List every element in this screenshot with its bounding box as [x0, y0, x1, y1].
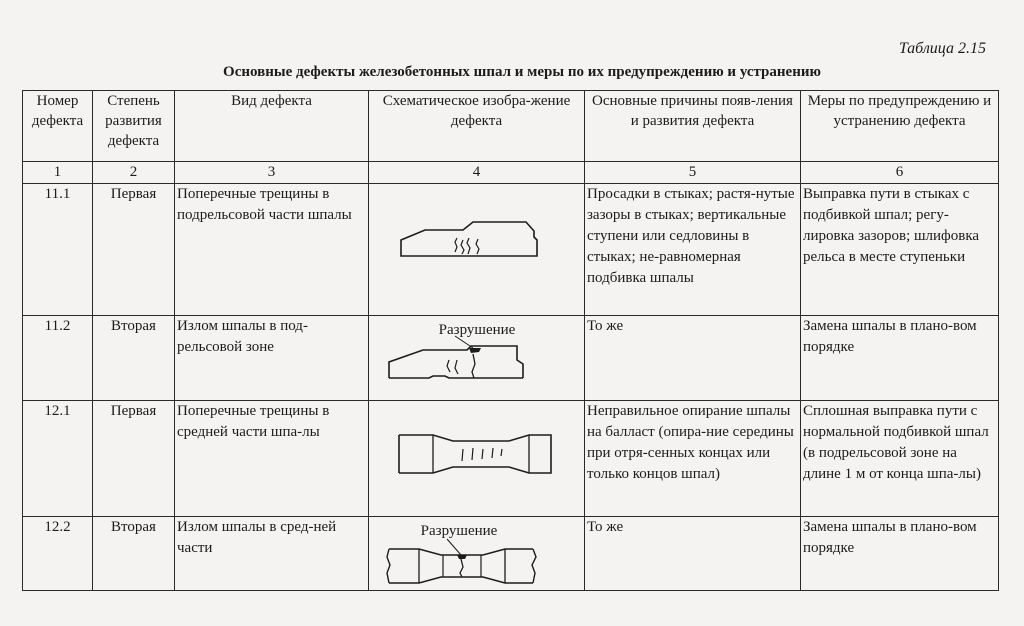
column-number: 6 [801, 162, 999, 184]
header-schematic: Схематическое изобра-жение дефекта [369, 91, 585, 162]
header-causes: Основные причины появ-ления и развития дефекта [585, 91, 801, 162]
defect-schematic [369, 184, 585, 316]
table-row [23, 517, 999, 591]
defect-number: 12.1 [23, 401, 93, 517]
table-caption: Основные дефекты железобетонных шпал и меры по их предупреждению и устранению [223, 64, 821, 80]
development-stage: Вторая [93, 517, 175, 591]
table-row [23, 316, 999, 401]
header-row [23, 91, 999, 162]
defect-number: 12.2 [23, 517, 93, 591]
defect-type: Поперечные трещины в средней части шпа-лы [175, 401, 369, 517]
header-development-stage: Степень развития дефекта [93, 91, 175, 162]
column-number: 5 [585, 162, 801, 184]
defect-schematic [369, 517, 585, 591]
sleeper-rail-seat-cracks-diagram [371, 184, 583, 315]
defect-number: 11.2 [23, 316, 93, 401]
defect-causes: То же [585, 517, 801, 591]
header-defect-type: Вид дефекта [175, 91, 369, 162]
defect-schematic [369, 401, 585, 517]
fracture-label: Разрушение [420, 523, 498, 539]
defect-measures: Сплошная выправка пути с нормальной подбивкой шпал (в подрельсовой зоне на длине 1 м от конца шпа-лы) [801, 401, 999, 517]
defect-measures: Выправка пути в стыках с подбивкой шпал; регу-лировка зазоров; шлифовка рельса в месте ступеньки [801, 184, 999, 316]
development-stage: Вторая [93, 316, 175, 401]
table-row [23, 184, 999, 316]
table-number-label: Таблица 2.15 [898, 40, 986, 57]
column-number: 4 [369, 162, 585, 184]
defect-measures: Замена шпалы в плано-вом порядке [801, 316, 999, 401]
defect-causes: Просадки в стыках; растя-нутые зазоры в стыках; вертикальные ступени или седловины в стыках; не-равномерная подбивка шпалы [585, 184, 801, 316]
defect-type: Поперечные трещины в подрельсовой части шпалы [175, 184, 369, 316]
column-number: 3 [175, 162, 369, 184]
defects-table [22, 90, 999, 591]
header-defect-number: Номер дефекта [23, 91, 93, 162]
sleeper-middle-fracture-diagram [371, 517, 583, 590]
sleeper-middle-cracks-diagram [371, 401, 583, 516]
defect-causes: То же [585, 316, 801, 401]
development-stage: Первая [93, 184, 175, 316]
defect-number: 11.1 [23, 184, 93, 316]
column-number: 1 [23, 162, 93, 184]
sleeper-rail-seat-fracture-diagram [371, 316, 583, 400]
defect-schematic [369, 316, 585, 401]
defect-type: Излом шпалы в сред-ней части [175, 517, 369, 591]
defect-type: Излом шпалы в под-рельсовой зоне [175, 316, 369, 401]
table-row [23, 401, 999, 517]
column-number: 2 [93, 162, 175, 184]
defect-causes: Неправильное опирание шпалы на балласт (опира-ние середины при отря-сенных концах или только концов шпал) [585, 401, 801, 517]
header-measures: Меры по предупреждению и устранению дефекта [801, 91, 999, 162]
development-stage: Первая [93, 401, 175, 517]
defect-measures: Замена шпалы в плано-вом порядке [801, 517, 999, 591]
column-number-row [23, 162, 999, 184]
fracture-label: Разрушение [438, 322, 516, 338]
